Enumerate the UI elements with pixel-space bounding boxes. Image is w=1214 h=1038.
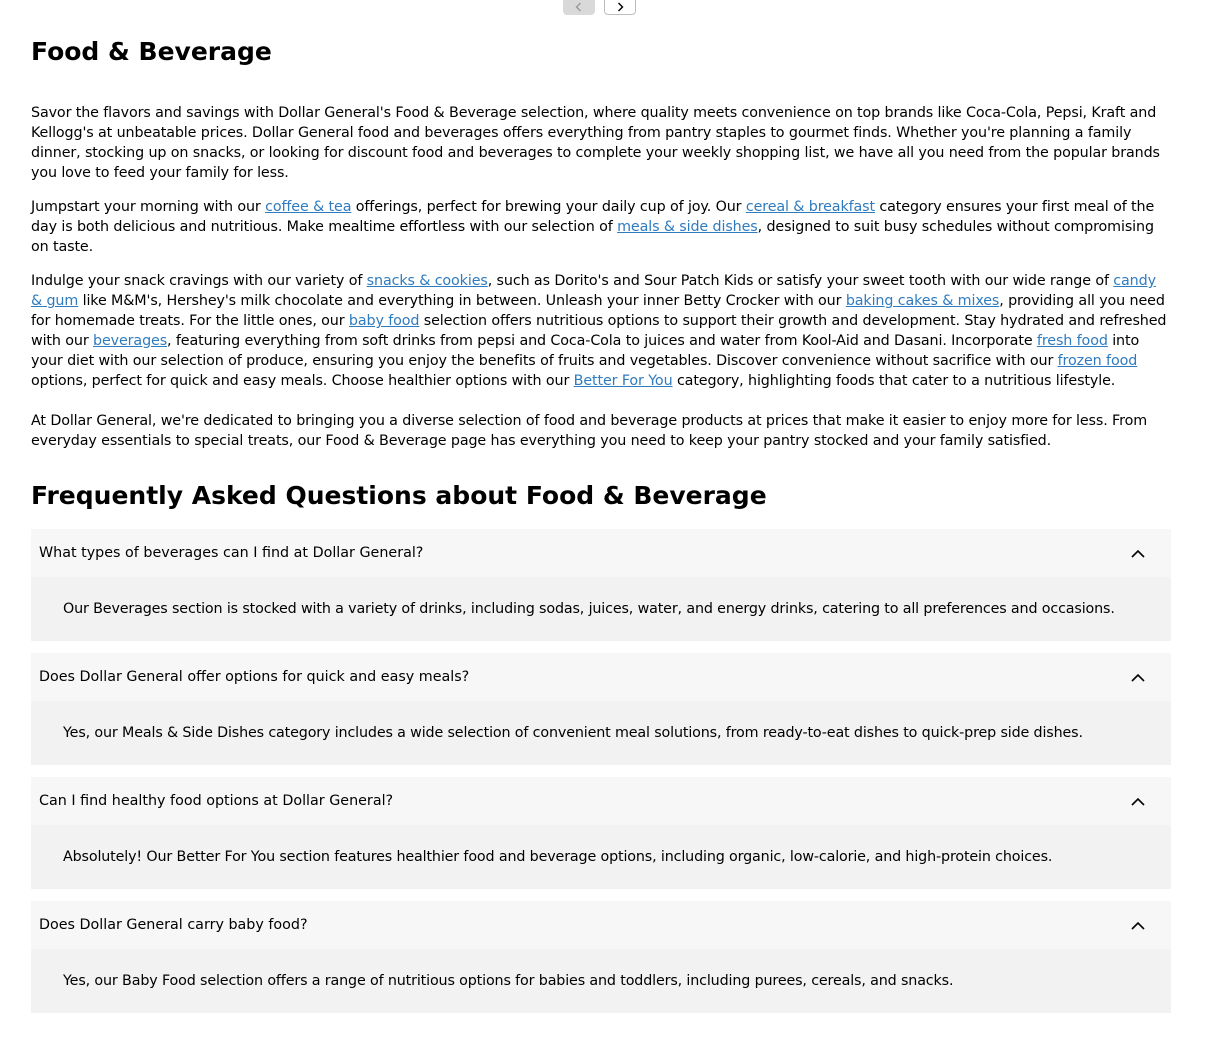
carousel-prev-button[interactable] — [563, 0, 595, 15]
faq-answer: Yes, our Meals & Side Dishes category includes a wide selection of convenient meal solutions, from ready-to-eat dishes to quick-prep side dishes. — [63, 725, 1083, 741]
carousel-next-button[interactable] — [604, 0, 636, 15]
faq-question: Does Dollar General carry baby food? — [39, 917, 308, 933]
link-frozen-food[interactable]: frozen food — [1057, 353, 1138, 369]
faq-question: Can I find healthy food options at Dollar General? — [39, 793, 394, 809]
text-segment: Jumpstart your morning with our — [31, 199, 266, 215]
link-coffee-tea[interactable]: coffee & tea — [265, 199, 352, 215]
link-cereal-breakfast[interactable]: cereal & breakfast — [745, 199, 875, 215]
chevron-up-icon — [1131, 549, 1145, 558]
chevron-left-icon — [574, 0, 584, 12]
text-segment: like M&M's, Hershey's milk chocolate and everything in between. Unleash your inner Betty Crocker with our — [78, 293, 846, 309]
faq-item — [31, 901, 1171, 1013]
text-segment: Indulge your snack cravings with our variety of — [31, 273, 367, 289]
chevron-right-icon — [615, 0, 625, 12]
text-segment: into your diet with our selection of produce, ensuring you enjoy the benefits of fruits and vegetables. Discover convenience without sacrifice with our — [31, 333, 1140, 369]
text-segment: selection offers nutritious options to support their growth and development. Stay hydrated and refreshed with our — [31, 313, 1167, 349]
chevron-up-icon — [1131, 797, 1145, 806]
link-beverages[interactable]: beverages — [93, 333, 168, 349]
intro-paragraph-1: Savor the flavors and savings with Dollar General's Food & Beverage selection, where quality meets convenience on top brands like Coca-Cola, Pepsi, Kraft and Kellogg's at unbeatable prices. Dollar General food and beverages offers everything from pantry staples to gourmet finds. Whether you're planning a family dinner, stocking up on snacks, or looking for discount food and beverages to complete your weekly shopping list, we have all you need from the popular brands you love to feed your family for less. — [31, 105, 1160, 181]
faq-question: Does Dollar General offer options for quick and easy meals? — [39, 669, 470, 685]
text-segment: , such as Dorito's and Sour Patch Kids or satisfy your sweet tooth with our wide range of — [487, 273, 1114, 289]
faq-question: What types of beverages can I find at Dollar General? — [39, 545, 424, 561]
intro-paragraph-2 — [31, 197, 1171, 257]
text-segment: category ensures your first meal of the day is both delicious and nutritious. Make mealtime effortless with our selection of — [31, 199, 1155, 235]
text-segment: , featuring everything from soft drinks from pepsi and Coca-Cola to juices and water from Kool-Aid and Dasani. Incorporate — [167, 333, 1037, 349]
faq-title: Frequently Asked Questions about Food & Beverage — [31, 481, 767, 510]
chevron-up-icon — [1131, 921, 1145, 930]
text-segment: , designed to suit busy schedules without compromising on taste. — [31, 219, 1154, 255]
faq-question-toggle[interactable] — [31, 529, 1171, 577]
faq-answer: Yes, our Baby Food selection offers a range of nutritious options for babies and toddlers, including purees, cereals, and snacks. — [63, 973, 954, 989]
link-snacks-cookies[interactable]: snacks & cookies — [366, 273, 488, 289]
link-candy-gum[interactable]: candy & gum — [31, 273, 1156, 309]
intro-paragraph-4: At Dollar General, we're dedicated to bringing you a diverse selection of food and beverage products at prices that make it easier to enjoy more for less. From everyday essentials to special treats, our Food & Beverage page has everything you need to keep your pantry stocked and your family satisfied. — [31, 413, 1148, 449]
intro-text — [31, 103, 1171, 451]
text-segment: category, highlighting foods that cater to a nutritious lifestyle. — [672, 373, 1116, 389]
link-fresh-food[interactable]: fresh food — [1036, 333, 1108, 349]
text-segment: options, perfect for quick and easy meals. Choose healthier options with our — [31, 373, 574, 389]
intro-paragraph-3 — [31, 271, 1171, 391]
faq-question-toggle[interactable] — [31, 777, 1171, 825]
faq-item — [31, 653, 1171, 765]
carousel-pager — [563, 0, 636, 15]
link-baby-food[interactable]: baby food — [348, 313, 420, 329]
faq-question-toggle[interactable] — [31, 901, 1171, 949]
faq-item — [31, 529, 1171, 641]
text-segment: offerings, perfect for brewing your daily cup of joy. Our — [351, 199, 746, 215]
faq-item — [31, 777, 1171, 889]
link-better-for-you[interactable]: Better For You — [573, 373, 673, 389]
link-baking-cakes-mixes[interactable]: baking cakes & mixes — [845, 293, 1000, 309]
link-meals-side-dishes[interactable]: meals & side dishes — [617, 219, 758, 235]
page-title: Food & Beverage — [31, 37, 272, 66]
chevron-up-icon — [1131, 673, 1145, 682]
text-segment: , providing all you need for homemade treats. For the little ones, our — [31, 293, 1165, 329]
faq-answer: Our Beverages section is stocked with a variety of drinks, including sodas, juices, water, and energy drinks, catering to all preferences and occasions. — [63, 601, 1115, 617]
faq-question-toggle[interactable] — [31, 653, 1171, 701]
faq-accordion — [31, 529, 1171, 1025]
faq-answer: Absolutely! Our Better For You section features healthier food and beverage options, including organic, low-calorie, and high-protein choices. — [63, 849, 1053, 865]
